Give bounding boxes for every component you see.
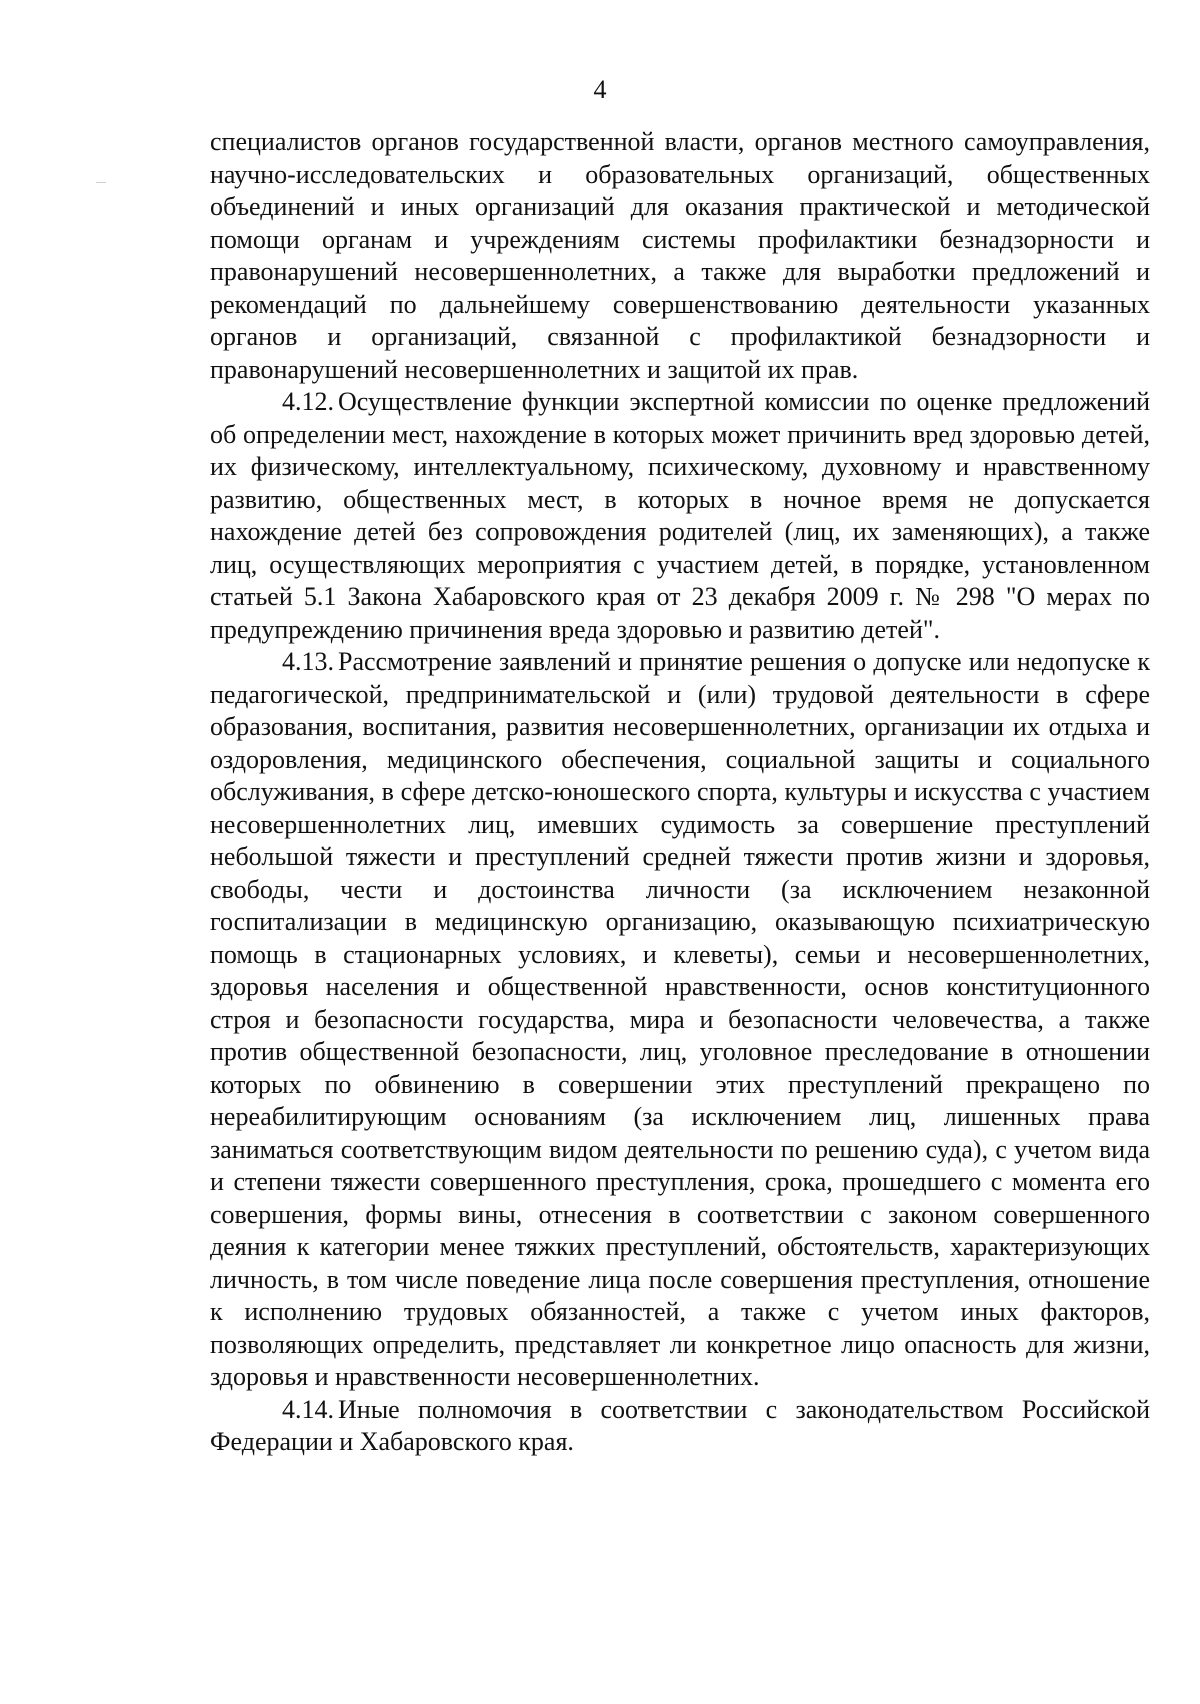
document-body — [210, 126, 1150, 1459]
paragraph-4-13 — [210, 646, 1150, 1394]
paragraph-4-14 — [210, 1394, 1150, 1459]
page-number: 4 — [593, 75, 607, 104]
paragraph-text: Иные полномочия в соответствии с законодательством Российской Федерации и Хабаровского края. — [210, 1394, 1150, 1456]
paragraph-4-12 — [210, 386, 1150, 646]
margin-mark — [96, 182, 106, 183]
item-number: 4.12. — [282, 387, 334, 416]
paragraph-continuation — [210, 126, 1150, 386]
paragraph-text: Осуществление функции экспертной комиссии по оценке предложений об определении мест, нахождение в которых может причинить вред здоровью детей, их физическому, интеллектуальному, психическому, духовному и нравственному развитию, общественных мест, в которых в ночное время не допускается нахождение детей без сопровождения родителей (лиц, их заменяющих), а также лиц, осуществляющих мероприятия с участием детей, в порядке, установленном статьей 5.1 Закона Хабаровского края от 23 декабря 2009 г. № 298 "О мерах по предупреждению причинения вреда здоровью и развитию детей". — [210, 387, 1150, 644]
item-number: 4.13. — [282, 647, 334, 676]
paragraph-text: Рассмотрение заявлений и принятие решения о допуске или недопуске к педагогической, предпринимательской и (или) трудовой деятельности в сфере образования, воспитания, развития несовершеннолетних, организации их отдыха и оздоровления, медицинского обеспечения, социальной защиты и социального обслуживания, в сфере детско-юношеского спорта, культуры и искусства с участием несовершеннолетних лиц, имевших судимость за совершение преступлений небольшой тяжести и преступлений средней тяжести против жизни и здоровья, свободы, чести и достоинства личности (за исключением незаконной госпитализации в медицинскую организацию, оказывающую психиатрическую помощь в стационарных условиях, и клеветы), семьи и несовершеннолетних, здоровья населения и общественной нравственности, основ конституционного строя и безопасности государства, мира и безопасности человечества, а также против общественной безопасности, лиц, уголовное преследование в отношении которых по обвинению в совершении этих преступлений прекращено по нереабилитирующим основаниям (за исключением лиц, лишенных права заниматься соответствующим видом деятельности по решению суда), с учетом вида и степени тяжести совершенного преступления, срока, прошедшего с момента его совершения, формы вины, отнесения в соответствии с законом совершенного деяния к категории менее тяжких преступлений, обстоятельств, характеризующих личность, в том числе поведение лица после совершения преступления, отношение к исполнению трудовых обязанностей, а также с учетом иных факторов, позволяющих определить, представляет ли конкретное лицо опасность для жизни, здоровья и нравственности несовершеннолетних. — [210, 647, 1150, 1391]
paragraph-text: специалистов органов государственной власти, органов местного самоуправления, научно-исследовательских и образовательных организаций, общественных объединений и иных организаций для оказания практической и методической помощи органам и учреждениям системы профилактики безнадзорности и правонарушений несовершеннолетних, а также для выработки предложений и рекомендаций по дальнейшему совершенствованию деятельности указанных органов и организаций, связанной с профилактикой безнадзорности и правонарушений несовершеннолетних и защитой их прав. — [210, 127, 1150, 384]
item-number: 4.14. — [282, 1394, 334, 1424]
